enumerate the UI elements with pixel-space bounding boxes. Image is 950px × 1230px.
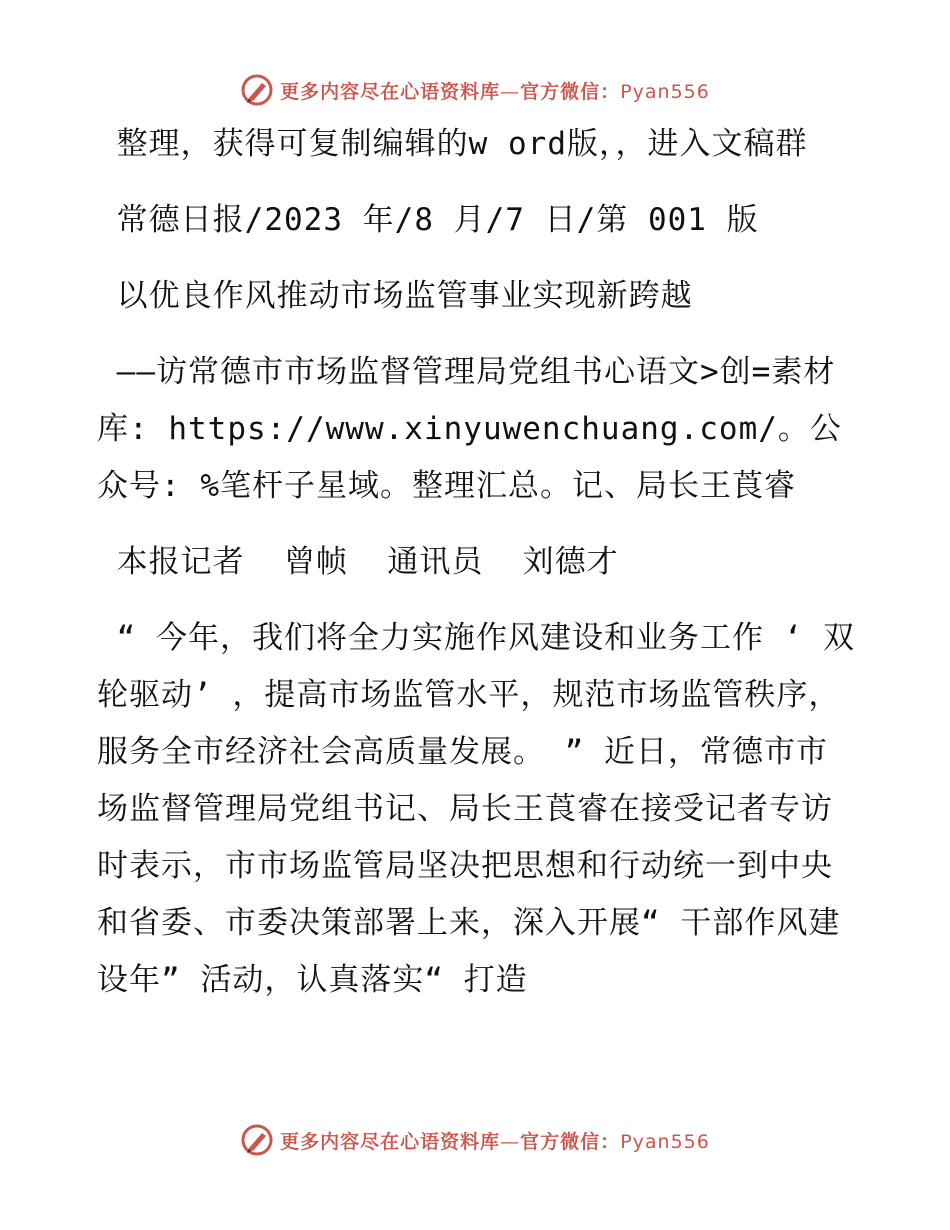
document-body [97, 116, 857, 1009]
article-subtitle: ——访常德市市场监督管理局党组书心语文>创=素材库: https://www.xinyuwenchuang.com/。公众号: %笔杆子星域。整理汇总。记、局长王莨睿 [97, 354, 842, 504]
pen-logo-icon [240, 1123, 274, 1157]
watermark-text: 更多内容尽在心语资料库—官方微信：Pyan556 [280, 1130, 710, 1153]
byline: 本报记者 曾帧 通讯员 刘德才 [97, 544, 619, 580]
watermark-text: 更多内容尽在心语资料库—官方微信：Pyan556 [280, 80, 710, 103]
article-title: 以优良作风推动市场监管事业实现新跨越 [97, 278, 693, 314]
watermark-banner-bottom [0, 1120, 950, 1160]
source-line: 常德日报/2023 年/8 月/7 日/第 001 版 [97, 202, 759, 238]
watermark-banner-top [0, 70, 950, 110]
intro-line: 整理，获得可复制编辑的w ord版，，进入文稿群 [97, 126, 808, 162]
body-paragraph: “ 今年，我们将全力实施作风建设和业务工作 ‘ 双轮驱动’ ，提高市场监管水平，规范市场监管秩序，服务全市经济社会高质量发展。 ” 近日，常德市市场监督管理局党组书记、局长王莨睿在接受记者专访时表示，市市场监管局坚决把思想和行动统一到中央和省委、市委决策部署上来，深入开展“ 干部作风建设年” 活动，认真落实“ 打造 [97, 620, 855, 998]
pen-logo-icon [240, 73, 274, 107]
